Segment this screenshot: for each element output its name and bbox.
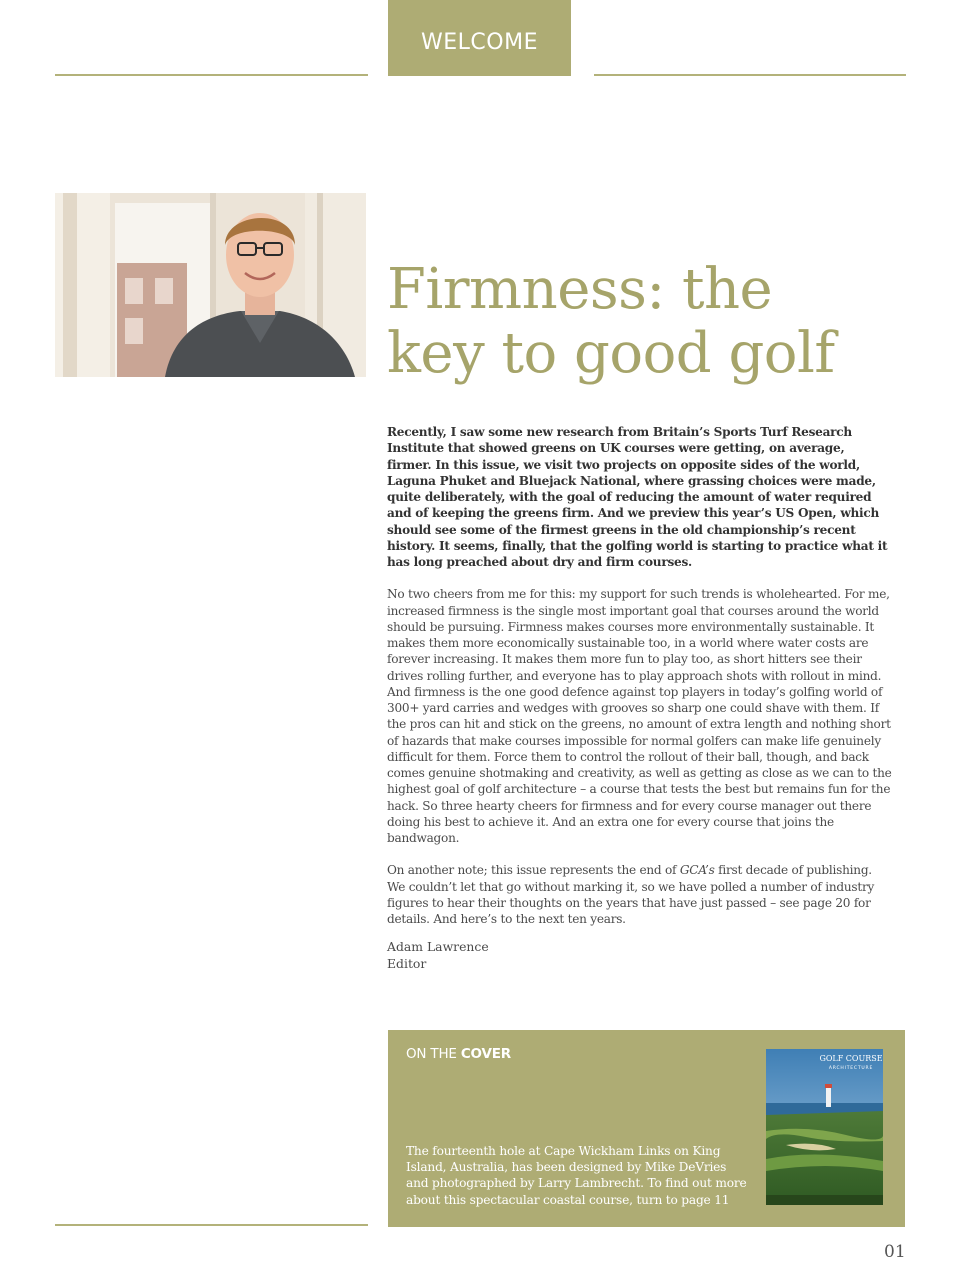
cover-magazine-title: GOLF COURSE [819, 1054, 883, 1063]
para3-text-end: first decade of publishing. We couldn’t let that go without marking it, so we have polled a number of industry figures to hear their thoughts on the years that have just passed – see page 20 for details. And here’s to the next ten years. [387, 863, 875, 926]
header-rule-right [594, 74, 906, 76]
cover-magazine-subtitle: ARCHITECTURE [828, 1066, 874, 1071]
page-number: 01 [884, 1242, 906, 1262]
on-the-cover-box [388, 1030, 905, 1227]
publication-name: GCA’s [679, 863, 715, 878]
footer-rule [55, 1224, 368, 1226]
headline-line-2: key to good golf [387, 321, 835, 386]
cover-description: The fourteenth hole at Cape Wickham Links on King Island, Australia, has been designed by Mike DeVries and photographed by Larry Lambrecht. To find out more about this spectacular coastal course, turn to page 11 [406, 1144, 747, 1207]
header-rule-left [55, 74, 368, 76]
section-tab-label: WELCOME [421, 29, 538, 55]
section-tab [388, 0, 571, 76]
cover-label-bold: COVER [460, 1046, 511, 1062]
article-body [387, 424, 892, 943]
body-paragraph-3 [387, 862, 892, 927]
cover-label-prefix: ON THE [406, 1046, 461, 1062]
para3-text-start: On another note; this issue represents the end of [387, 863, 680, 878]
editor-title: Editor [387, 955, 427, 971]
lead-paragraph: Recently, I saw some new research from Britain’s Sports Turf Research Institute that showed greens on UK courses were getting, on average, firmer. In this issue, we visit two projects on opposite sides of the world, Laguna Phuket and Bluejack National, where grassing choices were made, quite deliberately, with the goal of reducing the amount of water required and of keeping the greens firm. And we preview this year’s US Open, which should see some of the firmest greens in the old championship’s recent history. It seems, finally, that the golfing world is starting to practice what it has long preached about dry and firm courses. [387, 425, 888, 569]
article-headline [387, 258, 927, 386]
editor-portrait [55, 193, 366, 377]
editor-name: Adam Lawrence [387, 939, 489, 954]
body-paragraph-2: No two cheers from me for this: my support for such trends is wholehearted. For me, increased firmness is the single most important goal that courses around the world should be pursuing. Firmness makes courses more environmentally sustainable. It makes them more economically sustainable too, in a world where water costs are forever increasing. It makes them more fun to play too, as short hitters see their drives rolling further, and everyone has to play approach shots with rollout in mind. And firmness is the one good defence against top players in today’s golfing world of 300+ yard carries and wedges with grooves so sharp one could shave with them. If the pros can hit and stick on the greens, no amount of extra length and nothing short of hazards that make courses impossible for normal golfers can make life genuinely difficult for them. Force them to control the rollout of their ball, though, and back comes genuine shotmaking and creativity, as well as getting as close as we can to the highest goal of golf architecture – a course that tests the best but remains fun for the hack. So three hearty cheers for firmness and for every course manager out there doing his best to achieve it. And an extra one for every course that joins the bandwagon. [387, 587, 892, 845]
cover-magazine-thumbnail [766, 1049, 883, 1205]
editor-signature [387, 939, 489, 972]
cover-box-label [406, 1046, 511, 1062]
headline-line-1: Firmness: the [387, 257, 773, 322]
